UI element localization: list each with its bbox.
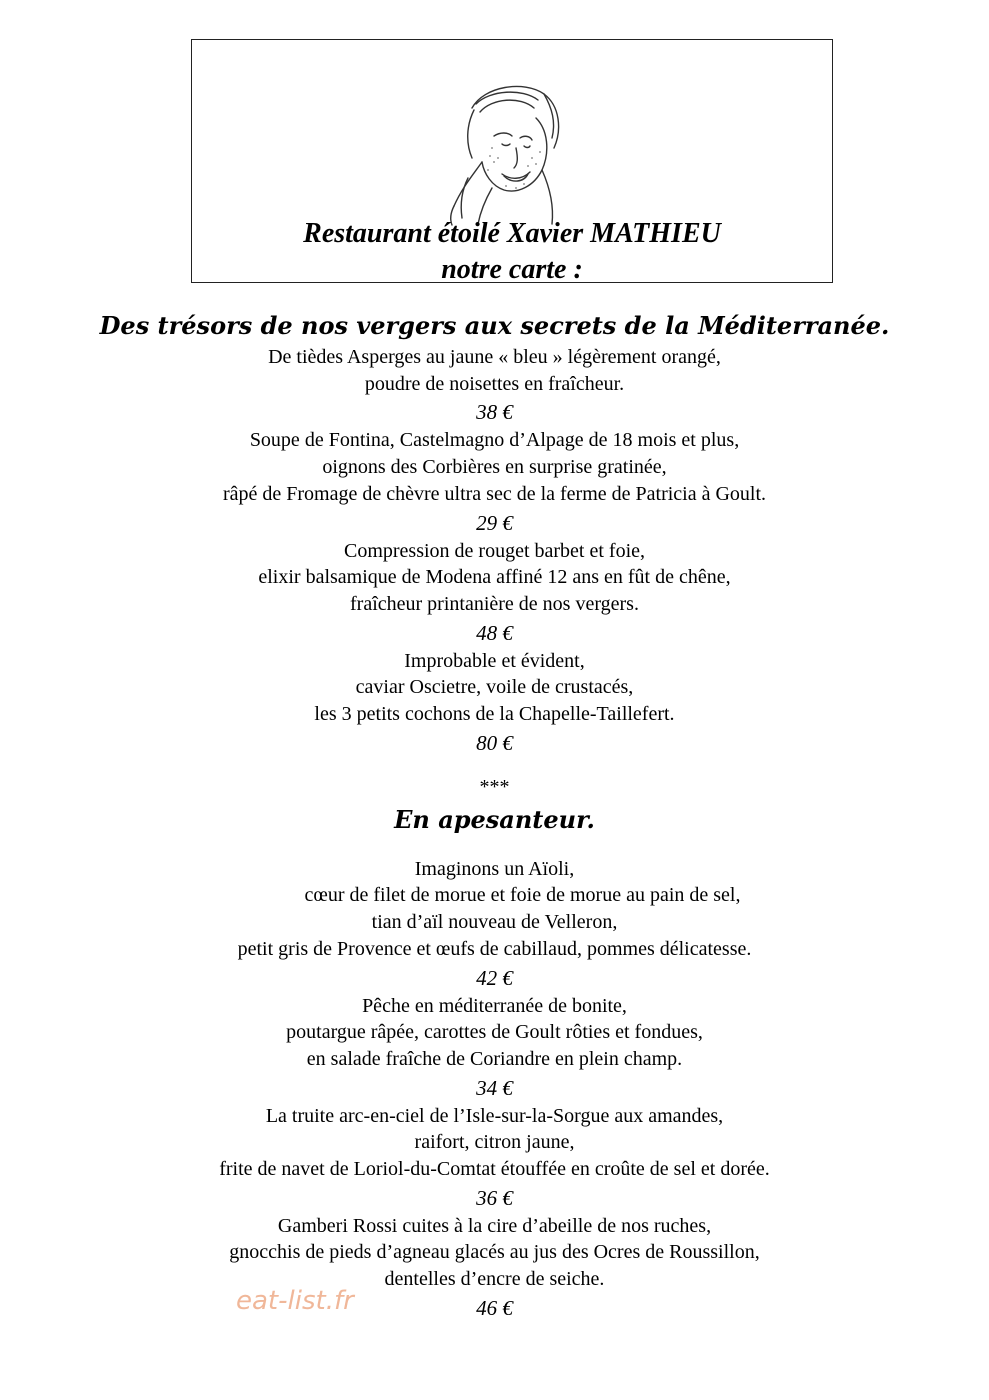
dish-line: elixir balsamique de Modena affiné 12 ans en fût de chêne, bbox=[258, 566, 731, 589]
dish-line: oignons des Corbières en surprise gratinée, bbox=[322, 456, 667, 479]
menu-subtitle: notre carte : bbox=[441, 254, 583, 285]
dish-line: cœur de filet de morue et foie de morue au pain de sel, bbox=[304, 884, 741, 907]
dish-line: tian d’aïl nouveau de Velleron, bbox=[371, 911, 618, 934]
dish-price: 48 € bbox=[476, 620, 513, 645]
header-title bbox=[192, 216, 832, 288]
dish-line: dentelles d’encre de seiche. bbox=[384, 1268, 605, 1291]
dish bbox=[0, 1103, 989, 1213]
dish-line: Gamberi Rossi cuites à la cire d’abeille de nos ruches, bbox=[277, 1214, 712, 1237]
dish-line: Pêche en méditerranée de bonite, bbox=[362, 994, 627, 1017]
dish-line: Compression de rouget barbet et foie, bbox=[343, 539, 646, 562]
chef-portrait-icon bbox=[432, 78, 572, 226]
dish-line: Improbable et évident, bbox=[404, 649, 585, 672]
menu-content bbox=[0, 308, 989, 1323]
dish-line: Imaginons un Aïoli, bbox=[414, 857, 575, 880]
dish-line: raifort, citron jaune, bbox=[414, 1131, 575, 1154]
dish-line: râpé de Fromage de chèvre ultra sec de la ferme de Patricia à Goult. bbox=[222, 482, 767, 505]
dish-line: poudre de noisettes en fraîcheur. bbox=[364, 372, 625, 395]
dish bbox=[0, 993, 989, 1103]
dish-line: De tièdes Asperges au jaune « bleu » légèrement orangé, bbox=[268, 346, 721, 368]
section-title: Des trésors de nos vergers aux secrets de la Méditerranée. bbox=[99, 311, 890, 340]
dish bbox=[0, 427, 989, 537]
section-separator: *** bbox=[479, 775, 510, 798]
dish bbox=[0, 1213, 989, 1323]
dish bbox=[0, 344, 989, 427]
watermark: eat-list.fr bbox=[236, 1286, 354, 1316]
dish-line: poutargue râpée, carottes de Goult rôties et fondues, bbox=[286, 1021, 703, 1044]
dish-price: 34 € bbox=[476, 1075, 513, 1100]
dish-price: 36 € bbox=[476, 1185, 513, 1210]
restaurant-name: Restaurant étoilé Xavier MATHIEU bbox=[303, 218, 721, 249]
dish-price: 38 € bbox=[476, 400, 513, 425]
dish-line: La truite arc-en-ciel de l’Isle-sur-la-Sorgue aux amandes, bbox=[265, 1104, 724, 1127]
dish-line: gnocchis de pieds d’agneau glacés au jus des Ocres de Roussillon, bbox=[229, 1241, 760, 1264]
dish-price: 46 € bbox=[476, 1295, 513, 1320]
dish-price: 42 € bbox=[476, 965, 513, 990]
dish-line: petit gris de Provence et œufs de cabillaud, pommes délicatesse. bbox=[237, 937, 752, 960]
dish-line: Soupe de Fontina, Castelmagno d’Alpage de 18 mois et plus, bbox=[249, 429, 740, 452]
dish-line: fraîcheur printanière de nos vergers. bbox=[350, 592, 639, 615]
dish-line: caviar Oscietre, voile de crustacés, bbox=[355, 676, 634, 699]
dish bbox=[0, 538, 989, 648]
header-box bbox=[191, 39, 833, 283]
dish-line: frite de navet de Loriol-du-Comtat étouffée en croûte de sel et dorée. bbox=[219, 1158, 770, 1181]
dish bbox=[0, 648, 989, 758]
dish bbox=[0, 856, 989, 993]
dish-price: 29 € bbox=[476, 510, 513, 535]
section-title: En apesanteur. bbox=[394, 804, 595, 834]
dish-line: les 3 petits cochons de la Chapelle-Taillefert. bbox=[314, 703, 675, 726]
dish-price: 80 € bbox=[476, 730, 513, 755]
dish-line: en salade fraîche de Coriandre en plein champ. bbox=[306, 1047, 683, 1070]
